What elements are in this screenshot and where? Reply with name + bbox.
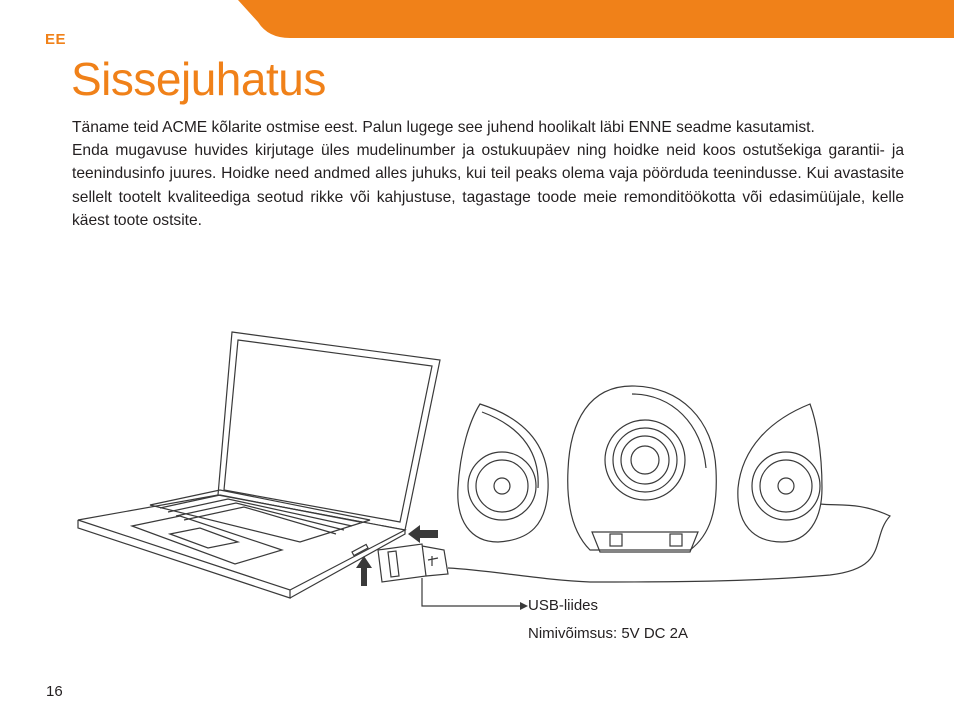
page-title: Sissejuhatus <box>71 53 326 105</box>
callout-line <box>422 578 520 606</box>
left-speaker-icon <box>458 404 548 542</box>
page-number: 16 <box>46 683 63 700</box>
laptop-speakers-illustration <box>70 320 910 620</box>
right-speaker-icon <box>738 404 822 542</box>
header-accent-bar <box>0 0 954 38</box>
intro-paragraph-1: Täname teid ACME kõlarite ostmise eest. Palun lugege see juhend hoolikalt läbi ENNE seadme kasutamist. <box>72 119 815 136</box>
power-rating-label: Nimivõimsus: 5V DC 2A <box>528 625 689 642</box>
subwoofer-icon <box>568 386 717 552</box>
intro-text <box>72 116 904 232</box>
language-code: EE <box>45 31 67 48</box>
intro-paragraph-2: Enda mugavuse huvides kirjutage üles mudelinumber ja ostukuupäev ning hoidke neid koos ostutšekiga garantii- ja teenindusinfo juures. Hoidke need andmed alles juhuks, kui teil peaks olema vaja pöörduda teenindusse. Kui avastasite sellelt tootelt kvaliteediga seotud rikke või kahjustuse, tagastage toode meie remonditöökotta või edasimüüjale, kelle käest toote ostsite. <box>72 142 904 229</box>
arrow-left-icon <box>408 525 438 543</box>
usb-plug-icon <box>378 544 448 582</box>
usb-interface-label: USB-liides <box>528 597 599 614</box>
